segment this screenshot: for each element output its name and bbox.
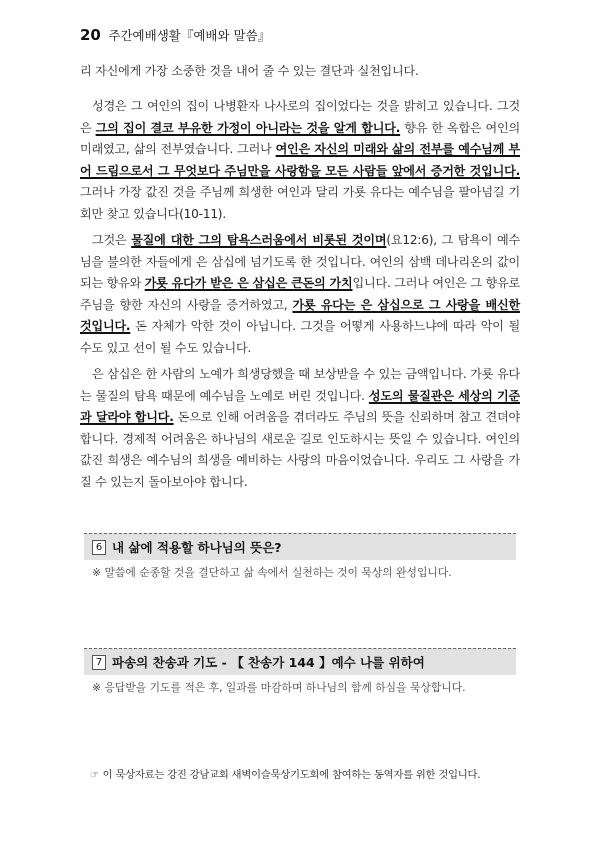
paragraph-text xyxy=(80,364,520,493)
text-run: (요12:6), 그 탐욕이 예수님을 불의한 자들에게 은 삼십에 넘기도록 한 것입니다. 여인의 삼백 데나리온의 값이 되는 향유와 xyxy=(80,233,520,290)
section-7-heading xyxy=(84,648,516,675)
section-7-note: ※ 응답받을 기도를 적은 후, 일과를 마감하며 하나님의 함께 하심을 묵상합니다. xyxy=(92,681,466,694)
paragraph-house-of-simon xyxy=(80,96,520,225)
section-number-box: 6 xyxy=(92,540,106,555)
text-run: 리 자신에게 가장 소중한 것을 내어 줄 수 있는 결단과 실천입니다. xyxy=(80,64,419,78)
paragraph-greed-of-judas xyxy=(80,230,520,359)
page-number: 20 xyxy=(80,26,101,44)
section-7-title: 파송의 찬송과 기도 - 【 찬송가 144 】예수 나를 위하여 xyxy=(112,655,425,670)
text-run: 그것은 xyxy=(92,233,132,247)
page-header xyxy=(80,26,270,44)
section-6-note: ※ 말씀에 순종할 것을 결단하고 삶 속에서 실천하는 것이 묵상의 완성입니다. xyxy=(92,566,452,579)
text-run: 그러나 가장 값진 것을 주님께 희생한 여인과 달리 가룟 유다는 예수님을 팔아넘길 기회만 찾고 있습니다(10-11). xyxy=(80,185,520,221)
text-run: 성경은 그 여인의 집이 나병환자 나사로의 집이었다는 것을 밝히고 있습니다. 그것은 xyxy=(80,99,520,135)
text-run: 돈으로 인해 어려움을 겪더라도 주님의 뜻을 신뢰하며 참고 견뎌야 합니다. 경제적 어려움은 하나님의 새로운 길로 인도하시는 뜻일 수 있습니다. 여인의 값진 희생은 예수님의 희생을 예비하는 사랑의 마음이었습니다. 우리도 그 사랑을 가질 수 있는지 돌아보아야 합니다. xyxy=(80,410,520,489)
paragraph-text xyxy=(80,61,520,83)
pointing-hand-icon: ☞ xyxy=(90,770,99,781)
footer-text: 이 묵상자료는 강진 강남교회 새벽이슬묵상기도회에 참여하는 동역자를 위한 것입니다. xyxy=(102,769,481,781)
section-6-heading xyxy=(84,533,516,560)
emphasized-text: 여인은 자신의 미래와 삶의 전부를 예수님께 부어 드림으로서 그 무엇보다 주님만을 사랑함을 모든 사람들 앞에서 증거한 것입니다. xyxy=(80,142,521,178)
paragraph-thirty-silver xyxy=(80,364,520,493)
text-run: 돈 자체가 악한 것이 아닙니다. 그것을 어떻게 사용하느냐에 따라 악이 될 수도 있고 선이 될 수도 있습니다. xyxy=(80,319,520,355)
paragraph-continuation xyxy=(80,61,520,83)
footer-note xyxy=(90,766,480,781)
emphasized-text: 성도의 물질관은 세상의 기준과 달라야 합니다. xyxy=(80,388,520,424)
text-run: 향유 한 옥합은 여인의 미래였고, 삶의 전부였습니다. 그러나 xyxy=(80,120,521,156)
section-number-box: 7 xyxy=(92,655,106,670)
emphasized-text: 그의 집이 결코 부유한 가정이 아니라는 것을 알게 합니다. xyxy=(95,120,401,135)
emphasized-text: 가룟 유다가 받은 은 삼십은 큰돈의 가치 xyxy=(144,276,353,290)
page-title: 주간예배생활『예배와 말씀』 xyxy=(108,28,271,43)
paragraph-text xyxy=(80,230,520,359)
paragraph-text xyxy=(80,96,520,225)
emphasized-text: 물질에 대한 그의 탐욕스러움에서 비롯된 것이며 xyxy=(131,233,387,247)
emphasized-text: 가룟 유다는 은 삼십으로 그 사랑을 배신한 것입니다. xyxy=(80,297,520,333)
text-run: 은 삼십은 한 사람의 노예가 희생당했을 때 보상받을 수 있는 금액입니다. 가룟 유다는 물질의 탐욕 때문에 예수님을 노예로 버린 것입니다. xyxy=(80,367,520,403)
text-run: 입니다. 그러나 여인은 그 향유로 주님을 향한 자신의 사랑을 증거하였고, xyxy=(80,276,520,312)
section-6-title: 내 삶에 적용할 하나님의 뜻은? xyxy=(112,540,282,555)
